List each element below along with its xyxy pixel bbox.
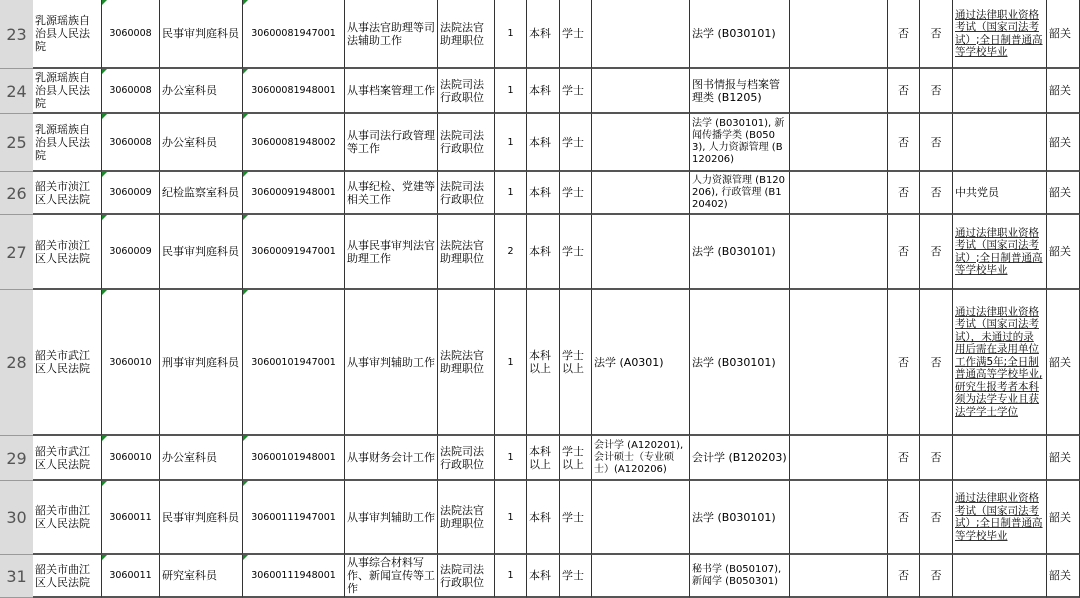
cell-ug-major[interactable] [690,481,790,555]
row-header[interactable]: 31 [0,555,33,598]
cell-flag2[interactable] [920,69,953,114]
cell-flag1[interactable] [888,290,920,436]
cell-text: 办公室科员 [162,451,217,464]
cell-region[interactable] [1047,0,1080,69]
cell-other[interactable] [953,555,1047,598]
cell-flag2[interactable] [920,114,953,172]
cell-text: 否 [930,84,942,97]
cell-college-major[interactable] [790,114,888,172]
cell-position[interactable] [160,172,243,215]
cell-region[interactable] [1047,215,1080,290]
cell-text: 3060008 [109,85,152,96]
cell-text: 通过法律职业资格考试（国家司法考试）;全日制普通高等学校毕业 [955,226,1043,276]
cell-text: 1 [507,356,514,368]
table-row [0,481,1080,555]
cell-region[interactable] [1047,114,1080,172]
cell-degree[interactable] [560,0,592,69]
cell-unit-code[interactable] [102,114,160,172]
cell-education[interactable] [527,172,560,215]
cell-degree[interactable] [560,114,592,172]
cell-unit[interactable] [33,172,102,215]
cell-text: 1 [507,136,514,148]
cell-text: 从事财务会计工作 [347,451,435,464]
cell-text: 韶关 [1049,84,1071,97]
row-header[interactable]: 27 [0,215,33,290]
cell-text: 否 [930,510,942,524]
cell-text: 韶关 [1049,186,1071,199]
cell-text: 法学 (B030101) [692,510,776,524]
cell-degree[interactable] [560,555,592,598]
cell-other[interactable] [953,215,1047,290]
cell-text: 法院法官助理职位 [440,349,484,375]
cell-duty[interactable] [345,69,438,114]
cell-unit-code[interactable] [102,481,160,555]
cell-grad-major[interactable] [592,172,690,215]
cell-grad-major[interactable] [592,69,690,114]
cell-text: 3060009 [109,187,152,198]
cell-text: 韶关 [1049,569,1071,582]
cell-text: 否 [930,355,942,369]
cell-position[interactable] [160,555,243,598]
cell-flag1[interactable] [888,0,920,69]
cell-degree[interactable] [560,69,592,114]
cell-unit-code[interactable] [102,436,160,481]
cell-text: 3060010 [109,356,152,368]
cell-text: 民事审判庭科员 [162,245,239,258]
cell-text: 否 [930,27,942,40]
cell-other[interactable] [953,114,1047,172]
cell-text: 3060011 [109,511,152,523]
cell-position-code[interactable] [243,172,345,215]
cell-text: 30600111947001 [251,511,336,523]
cell-text: 30600101948001 [251,452,336,463]
cell-text: 学士 [562,245,584,258]
cell-unit[interactable] [33,0,102,69]
cell-text: 法院司法行政职位 [440,179,484,206]
cell-category[interactable] [438,555,495,598]
cell-text: 韶关 [1049,451,1071,464]
cell-text: 本科 [529,569,551,582]
cell-count[interactable] [495,555,527,598]
table-row [0,114,1080,172]
cell-grad-major[interactable] [592,0,690,69]
cell-position-code[interactable] [243,69,345,114]
cell-ug-major[interactable] [690,0,790,69]
cell-education[interactable] [527,0,560,69]
cell-category[interactable] [438,215,495,290]
cell-flag1[interactable] [888,69,920,114]
cell-text: 研究室科员 [162,569,217,582]
cell-unit-code[interactable] [102,0,160,69]
cell-education[interactable] [527,481,560,555]
cell-category[interactable] [438,481,495,555]
cell-text: 学士 [562,84,584,97]
row-header[interactable]: 26 [0,172,33,215]
cell-text: 2 [507,246,514,257]
cell-text: 从事纪检、党建等相关工作 [347,179,435,206]
cell-degree[interactable] [560,290,592,436]
cell-text: 本科 [529,27,551,40]
cell-category[interactable] [438,0,495,69]
cell-region[interactable] [1047,172,1080,215]
cell-unit[interactable] [33,290,102,436]
cell-text: 3060011 [109,570,152,581]
cell-text: 否 [898,186,909,199]
cell-flag1[interactable] [888,215,920,290]
cell-count[interactable] [495,481,527,555]
cell-text: 1 [507,452,514,463]
cell-text: 乳源瑶族自治县人民法院 [35,122,90,162]
cell-text: 会计学 (B120203) [692,451,787,464]
cell-text: 图书情报与档案管理类 (B1205) [692,77,780,104]
cell-degree[interactable] [560,215,592,290]
cell-text: 否 [898,569,909,582]
cell-education[interactable] [527,69,560,114]
cell-text: 学士 [562,510,584,524]
cell-text: 法院法官助理职位 [440,238,484,265]
cell-unit-code[interactable] [102,215,160,290]
cell-position-code[interactable] [243,436,345,481]
cell-position[interactable] [160,290,243,436]
cell-text: 韶关 [1049,27,1071,40]
cell-text: 学士以上 [562,444,584,471]
cell-unit-code[interactable] [102,172,160,215]
cell-count[interactable] [495,215,527,290]
cell-text: 法院法官助理职位 [440,504,484,530]
cell-flag1[interactable] [888,172,920,215]
cell-text: 1 [507,187,514,198]
cell-flag2[interactable] [920,215,953,290]
cell-text: 30600081948001 [251,85,336,96]
cell-position[interactable] [160,69,243,114]
cell-unit[interactable] [33,481,102,555]
cell-ug-major[interactable] [690,172,790,215]
cell-ug-major[interactable] [690,290,790,436]
cell-education[interactable] [527,290,560,436]
cell-text: 学士 [562,186,584,199]
cell-text: 本科 [529,245,551,258]
cell-grad-major[interactable] [592,436,690,481]
cell-text: 否 [898,135,909,149]
cell-text: 乳源瑶族自治县人民法院 [35,14,90,53]
cell-position[interactable] [160,481,243,555]
cell-text: 否 [930,186,942,199]
cell-text: 本科以上 [529,444,551,471]
cell-text: 民事审判庭科员 [162,510,239,524]
cell-grad-major[interactable] [592,555,690,598]
cell-text: 1 [507,28,514,39]
cell-text: 韶关市武江区人民法院 [35,349,90,375]
cell-region[interactable] [1047,481,1080,555]
cell-education[interactable] [527,436,560,481]
cell-region[interactable] [1047,555,1080,598]
cell-text: 从事民事审判法官助理工作 [347,238,435,265]
cell-unit-code[interactable] [102,290,160,436]
cell-position-code[interactable] [243,0,345,69]
cell-degree[interactable] [560,172,592,215]
cell-text: 否 [898,355,909,369]
cell-text: 否 [930,451,942,464]
cell-ug-major[interactable] [690,436,790,481]
cell-flag1[interactable] [888,114,920,172]
table-row [0,555,1080,598]
cell-unit-code[interactable] [102,69,160,114]
cell-text: 通过法律职业资格考试（国家司法考试）;全日制普通高等学校毕业 [955,492,1043,542]
cell-text: 韶关市曲江区人民法院 [35,562,90,589]
cell-text: 乳源瑶族自治县人民法院 [35,71,90,110]
cell-text: 办公室科员 [162,135,217,149]
cell-education[interactable] [527,215,560,290]
cell-position[interactable] [160,114,243,172]
cell-text: 刑事审判庭科员 [162,355,239,369]
cell-other[interactable] [953,0,1047,69]
cell-position[interactable] [160,215,243,290]
cell-other[interactable] [953,290,1047,436]
cell-text: 否 [898,451,909,464]
cell-degree[interactable] [560,481,592,555]
cell-text: 本科 [529,510,551,524]
cell-position[interactable] [160,436,243,481]
cell-text: 3060008 [109,136,152,148]
row-header[interactable]: 23 [0,0,33,69]
cell-duty[interactable] [345,0,438,69]
cell-text: 从事档案管理工作 [347,84,435,97]
cell-position-code[interactable] [243,481,345,555]
cell-education[interactable] [527,114,560,172]
cell-unit[interactable] [33,114,102,172]
cell-flag1[interactable] [888,481,920,555]
cell-text: 秘书学 (B050107), 新闻学 (B050301) [692,563,785,587]
cell-grad-major[interactable] [592,481,690,555]
cell-text: 学士以上 [562,349,584,375]
cell-ug-major[interactable] [690,215,790,290]
cell-text: 法学 (A0301) [594,355,664,369]
cell-text: 办公室科员 [162,84,217,97]
cell-college-major[interactable] [790,0,888,69]
cell-grad-major[interactable] [592,114,690,172]
cell-college-major[interactable] [790,69,888,114]
cell-ug-major[interactable] [690,69,790,114]
cell-unit[interactable] [33,555,102,598]
cell-flag2[interactable] [920,436,953,481]
cell-college-major[interactable] [790,290,888,436]
row-header[interactable]: 24 [0,69,33,114]
table-row [0,172,1080,215]
table-row [0,436,1080,481]
cell-text: 韶关市浈江区人民法院 [35,179,90,206]
cell-text: 30600081948002 [251,136,336,148]
cell-text: 否 [930,245,942,258]
cell-text: 否 [898,84,909,97]
cell-text: 否 [930,569,942,582]
cell-text: 中共党员 [955,186,999,199]
cell-duty[interactable] [345,114,438,172]
cell-college-major[interactable] [790,172,888,215]
cell-unit[interactable] [33,69,102,114]
cell-text: 韶关市浈江区人民法院 [35,238,90,265]
cell-text: 本科 [529,84,551,97]
cell-text: 韶关 [1049,355,1071,369]
cell-flag1[interactable] [888,436,920,481]
cell-text: 学士 [562,27,584,40]
cell-duty[interactable] [345,172,438,215]
cell-position[interactable] [160,0,243,69]
cell-duty[interactable] [345,290,438,436]
cell-text: 法学 (B030101) [692,355,776,369]
table-row [0,290,1080,436]
cell-duty[interactable] [345,481,438,555]
cell-category[interactable] [438,290,495,436]
cell-grad-major[interactable] [592,290,690,436]
cell-text: 法学 (B030101), 新闻传播学类 (B0503), 人力资源管理 (B120206) [692,118,785,165]
cell-text: 本科以上 [529,349,551,375]
cell-text: 法院司法行政职位 [440,77,484,104]
cell-college-major[interactable] [790,215,888,290]
cell-text: 学士 [562,569,584,582]
cell-duty[interactable] [345,436,438,481]
cell-text: 法学 (B030101) [692,27,776,40]
cell-text: 人力资源管理 (B120206), 行政管理 (B120402) [692,174,786,210]
cell-ug-major[interactable] [690,114,790,172]
cell-position-code[interactable] [243,114,345,172]
cell-text: 从事法官助理等司法辅助工作 [347,20,435,47]
cell-text: 1 [507,511,514,523]
cell-text: 30600111948001 [251,570,336,581]
cell-college-major[interactable] [790,436,888,481]
cell-category[interactable] [438,114,495,172]
table-row [0,0,1080,69]
cell-text: 否 [898,510,909,524]
cell-text: 法学 (B030101) [692,245,776,258]
cell-flag2[interactable] [920,481,953,555]
cell-text: 韶关 [1049,135,1071,149]
cell-unit[interactable] [33,436,102,481]
cell-text: 会计学 (A120201), 会计硕士（专业硕士）(A120206) [594,439,687,475]
cell-text: 韶关市曲江区人民法院 [35,504,90,530]
cell-text: 民事审判庭科员 [162,27,239,40]
row-header[interactable]: 30 [0,481,33,555]
row-header[interactable]: 25 [0,114,33,172]
cell-position-code[interactable] [243,215,345,290]
cell-text: 韶关 [1049,510,1071,524]
row-header[interactable]: 29 [0,436,33,481]
cell-text: 否 [898,245,909,258]
cell-region[interactable] [1047,290,1080,436]
cell-college-major[interactable] [790,481,888,555]
cell-text: 从事审判辅助工作 [347,355,435,369]
table-row [0,215,1080,290]
row-header[interactable]: 28 [0,290,33,436]
cell-count[interactable] [495,0,527,69]
cell-text: 法院法官助理职位 [440,20,484,47]
cell-text: 法院司法行政职位 [440,444,484,471]
cell-text: 从事司法行政管理等工作 [347,129,435,155]
cell-education[interactable] [527,555,560,598]
cell-unit-code[interactable] [102,555,160,598]
cell-text: 1 [507,570,514,581]
cell-text: 本科 [529,186,551,199]
cell-text: 学士 [562,135,584,149]
cell-ug-major[interactable] [690,555,790,598]
cell-text: 法院司法行政职位 [440,562,484,589]
cell-text: 3060008 [109,28,152,39]
cell-text: 3060010 [109,452,152,463]
cell-text: 韶关 [1049,245,1071,258]
cell-flag1[interactable] [888,555,920,598]
cell-text: 通过法律职业资格考试（国家司法考试），未通过的录用后需在录用单位工作满5年;全日制普通高等学校毕业,研究生报考者本科须为法学专业且获法学学士学位 [955,305,1043,418]
cell-text: 否 [898,27,909,40]
cell-text: 法院司法行政职位 [440,129,484,155]
cell-text: 30600081947001 [251,28,336,39]
cell-unit[interactable] [33,215,102,290]
cell-grad-major[interactable] [592,215,690,290]
cell-text: 30600091948001 [251,187,336,198]
cell-text: 韶关市武江区人民法院 [35,444,90,471]
cell-category[interactable] [438,172,495,215]
cell-flag2[interactable] [920,555,953,598]
cell-count[interactable] [495,114,527,172]
cell-position-code[interactable] [243,290,345,436]
cell-category[interactable] [438,69,495,114]
cell-duty[interactable] [345,555,438,598]
cell-text: 本科 [529,135,551,149]
cell-degree[interactable] [560,436,592,481]
cell-other[interactable] [953,172,1047,215]
cell-region[interactable] [1047,436,1080,481]
cell-text: 3060009 [109,246,152,257]
cell-flag2[interactable] [920,290,953,436]
cell-count[interactable] [495,172,527,215]
cell-text: 30600091947001 [251,246,336,257]
cell-text: 纪检监察室科员 [162,186,239,199]
cell-text: 30600101947001 [251,356,336,368]
cell-other[interactable] [953,436,1047,481]
cell-other[interactable] [953,69,1047,114]
cell-duty[interactable] [345,215,438,290]
cell-flag2[interactable] [920,172,953,215]
table-row [0,69,1080,114]
cell-region[interactable] [1047,69,1080,114]
cell-text: 1 [507,85,514,96]
cell-category[interactable] [438,436,495,481]
cell-count[interactable] [495,69,527,114]
cell-text: 通过法律职业资格考试（国家司法考试）;全日制普通高等学校毕业 [955,8,1043,58]
cell-college-major[interactable] [790,555,888,598]
cell-text: 从事综合材料写作、新闻宣传等工作 [347,556,435,595]
cell-count[interactable] [495,436,527,481]
cell-text: 否 [930,135,942,149]
cell-flag2[interactable] [920,0,953,69]
cell-other[interactable] [953,481,1047,555]
cell-position-code[interactable] [243,555,345,598]
cell-count[interactable] [495,290,527,436]
cell-text: 从事审判辅助工作 [347,510,435,524]
